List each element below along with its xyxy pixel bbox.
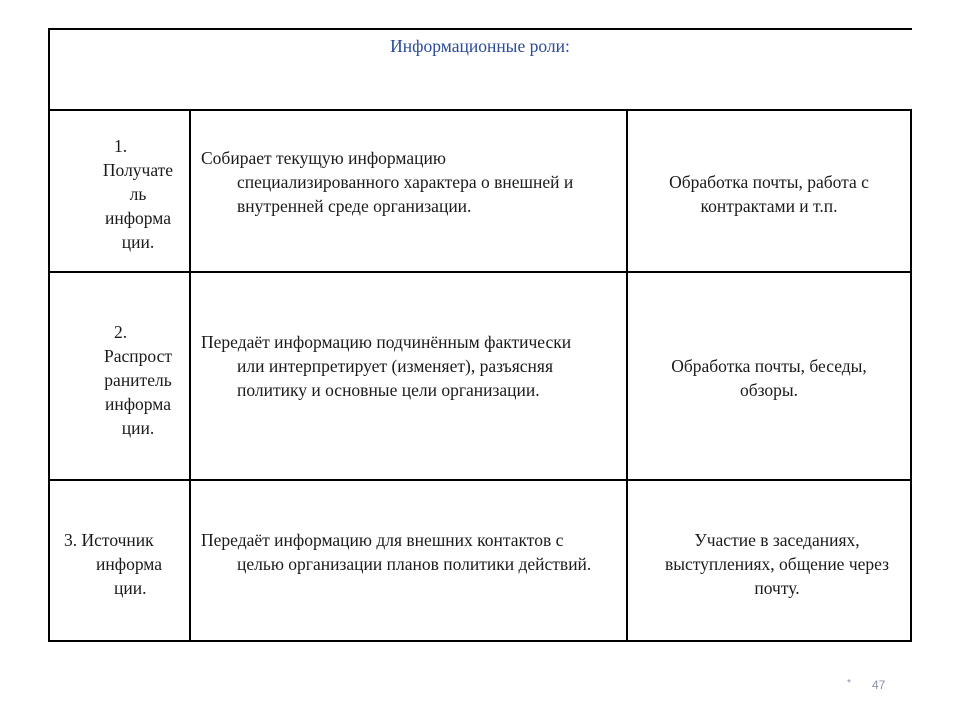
row2-role-line: ции.: [121, 418, 155, 438]
row2-role: [90, 320, 186, 440]
row2-role-line: 2.: [114, 322, 128, 342]
row3-role-line: ции.: [114, 578, 147, 598]
row1-description: Собирает текущую информацию специализированного характера о внешней и внутренней среде организации.: [201, 148, 574, 216]
table-top-border: [48, 28, 912, 30]
row2-activities-text: Обработка почты, беседы, обзоры.: [671, 356, 867, 400]
row1-role-line: ль: [129, 184, 147, 204]
row2-role-line: ранитель: [104, 370, 172, 390]
table-right-border: [910, 110, 912, 642]
row1-activities: [640, 170, 898, 218]
row3-description: Передаёт информацию для внешних контактов с целью организации планов политики действий.: [201, 530, 592, 574]
col2-divider: [626, 110, 628, 642]
page-number: 47: [872, 678, 886, 692]
table-bottom-border: [48, 640, 912, 642]
row1-role: [90, 134, 186, 254]
footer-marker: *: [847, 678, 851, 689]
row3-role-line: 3. Источник: [64, 530, 154, 550]
row2-description: Передаёт информацию подчинённым фактически или интерпретирует (изменяет), разъясняя политику и основные цели организации.: [201, 332, 572, 400]
row3-activities-text: Участие в заседаниях, выступлениях, общение через почту.: [664, 530, 890, 598]
table-header-title: Информационные роли:: [390, 36, 570, 56]
row2-activities: [640, 354, 898, 402]
row1-bottom-border: [48, 271, 912, 273]
row1-role-line: информа: [104, 208, 172, 228]
row1-activities-text: Обработка почты, работа с контрактами и т.п.: [669, 172, 869, 216]
row2-role-line: информа: [104, 394, 172, 414]
row3-activities: [652, 528, 902, 600]
row2-role-line: Распрост: [104, 346, 172, 366]
row3-role-line: информа: [96, 554, 163, 574]
col1-divider: [189, 110, 191, 642]
row1-role-line: ции.: [121, 232, 155, 252]
row1-role-line: 1.: [114, 136, 128, 156]
row3-role: [60, 528, 186, 600]
header-bottom-border: [48, 109, 912, 111]
row1-role-line: Получате: [102, 160, 174, 180]
row2-bottom-border: [48, 479, 912, 481]
table-left-border: [48, 28, 50, 642]
